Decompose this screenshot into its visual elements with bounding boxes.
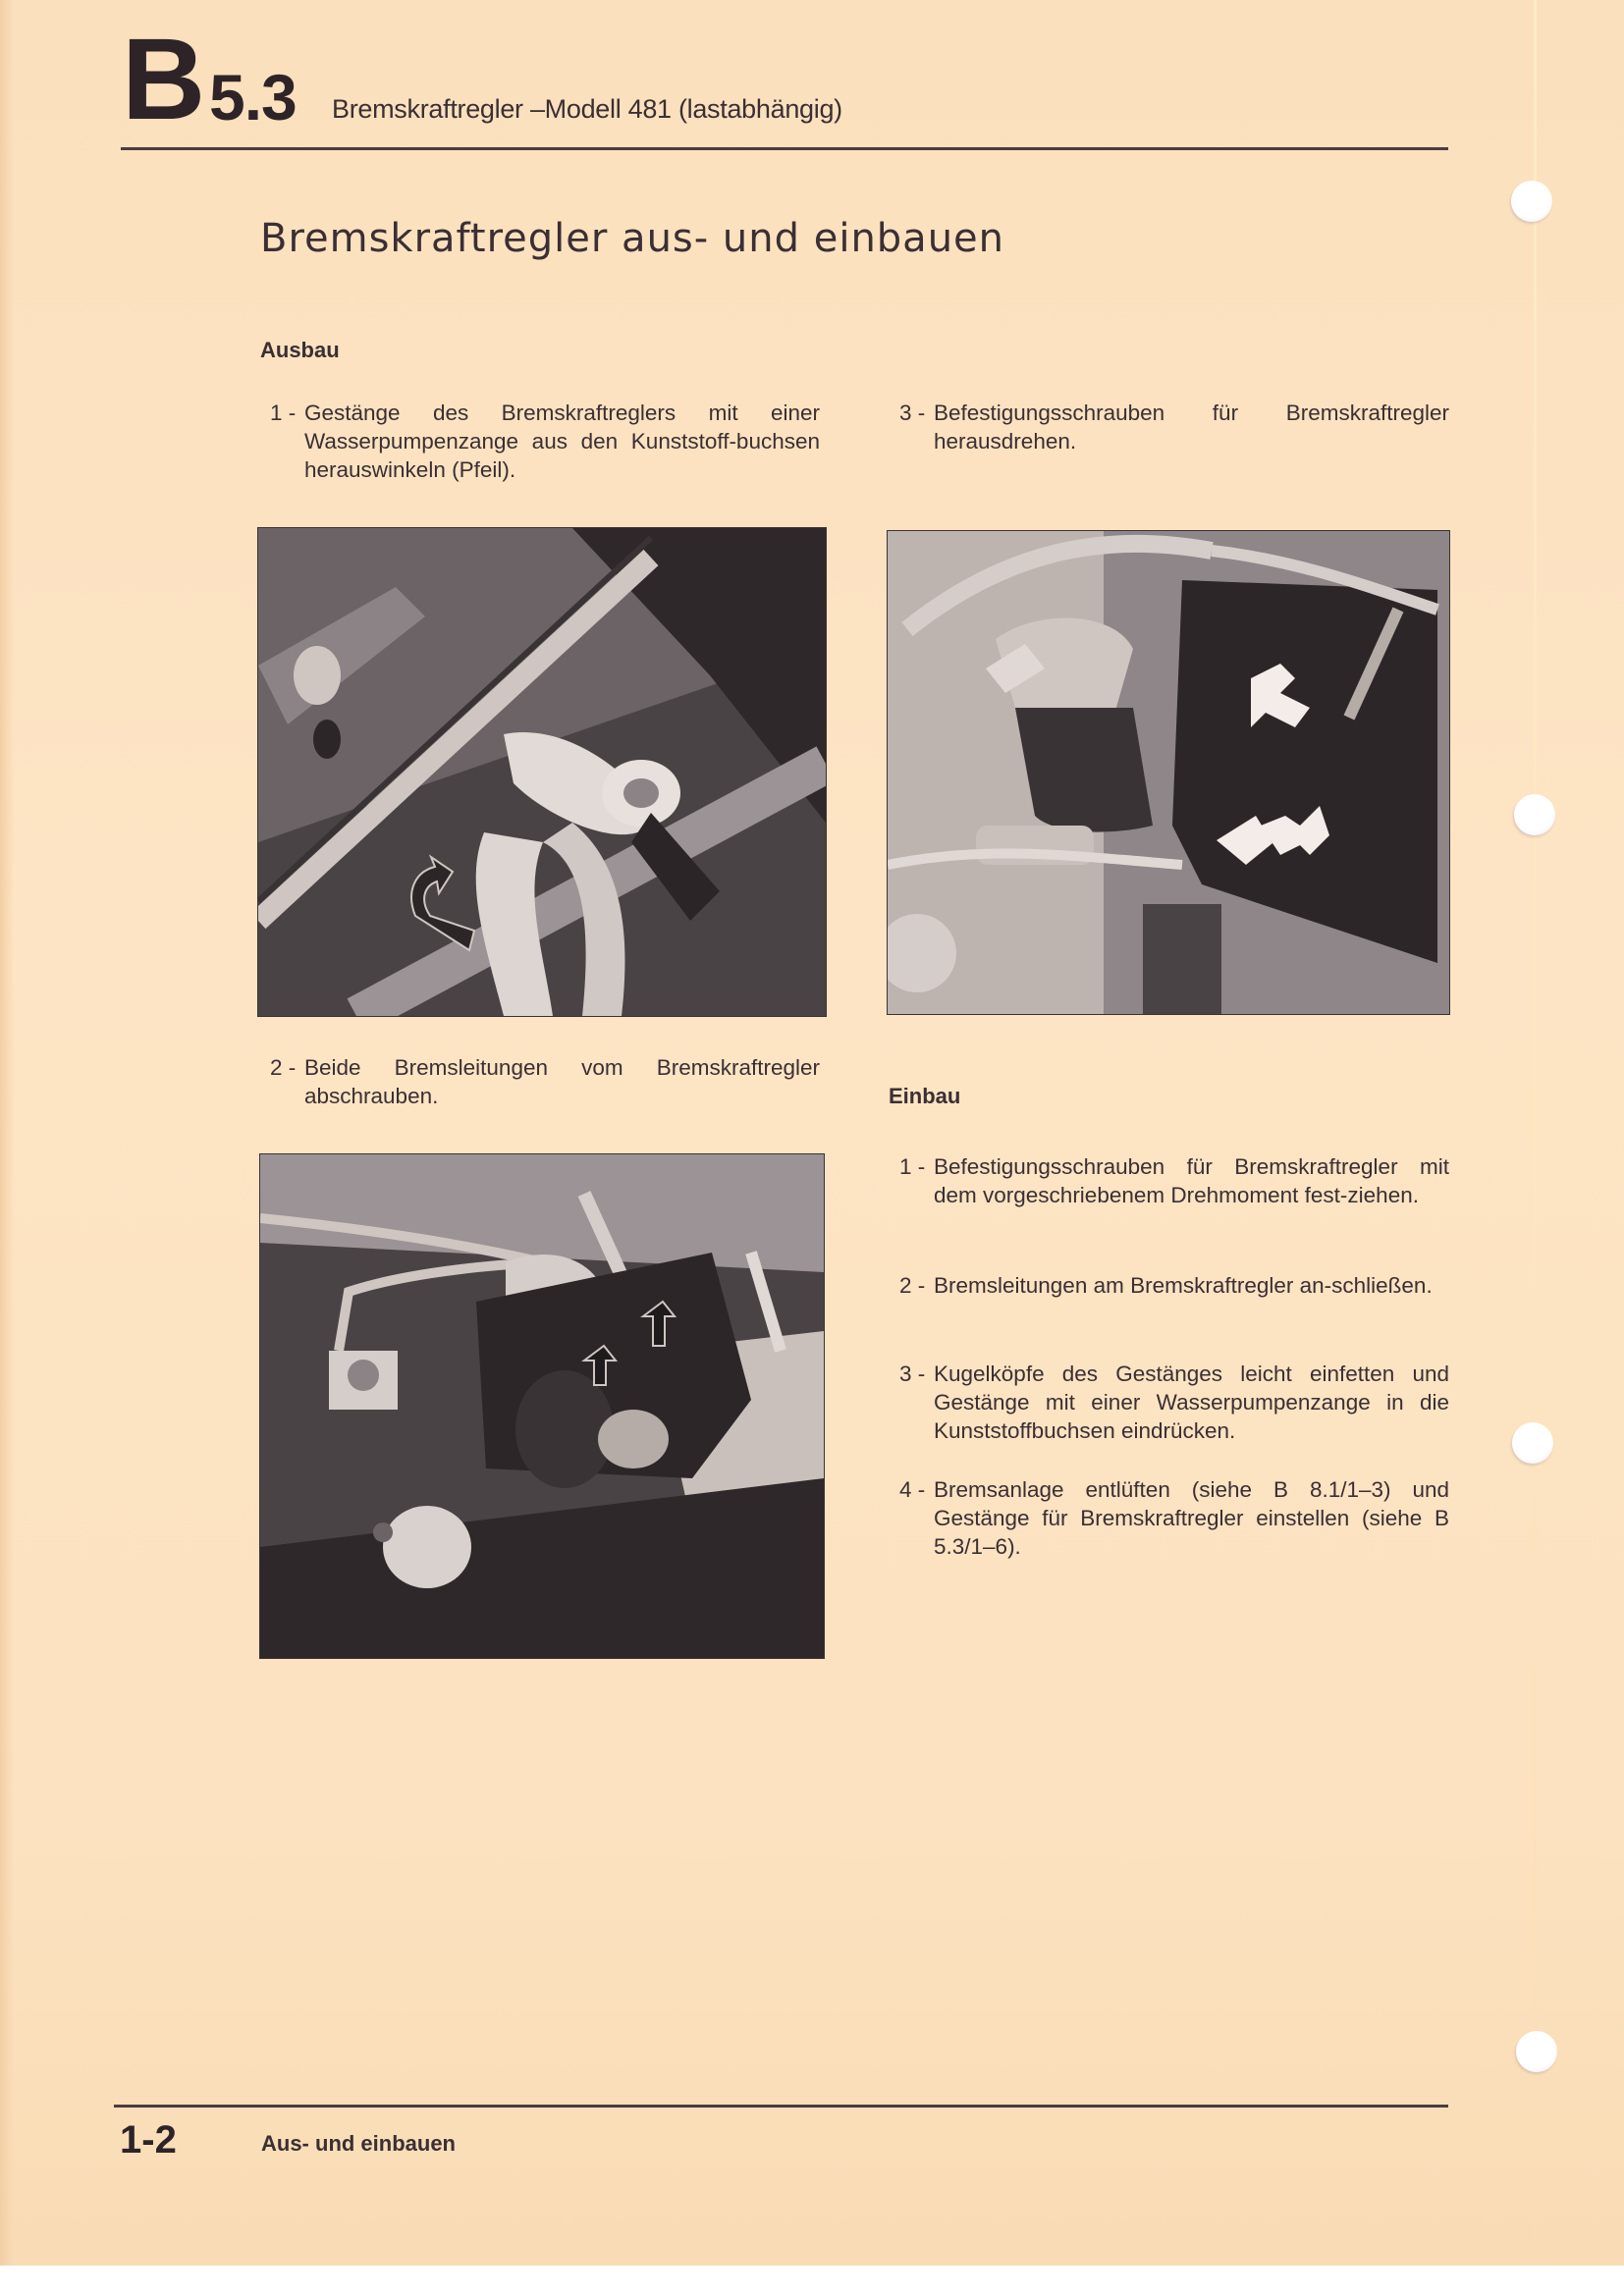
photo-mounting-bolts: [887, 530, 1450, 1015]
einbau-step-4: [899, 1475, 1449, 1561]
footer-label: Aus- und einbauen: [261, 2131, 456, 2156]
section-number: 5.3: [209, 61, 297, 133]
photo-pliers-linkage: [257, 527, 827, 1017]
step-text: Befestigungsschrauben für Bremskraftregler herausdrehen.: [934, 400, 1449, 454]
punch-hole: [1516, 2031, 1557, 2072]
einbau-heading: Einbau: [889, 1084, 961, 1108]
step-number: 1 -: [270, 400, 297, 425]
einbau-step-1: [899, 1152, 1449, 1209]
step-number: 2 -: [270, 1055, 297, 1080]
step-text: Gestänge des Bremskraftreglers mit einer Wasserpumpenzange aus den Kunststoff-buchsen herauswinkeln (Pfeil).: [304, 400, 820, 482]
ausbau-heading: Ausbau: [260, 338, 340, 362]
ausbau-step-2: [270, 1053, 820, 1110]
step-text: Beide Bremsleitungen vom Bremskraftregler abschrauben.: [304, 1055, 820, 1108]
ausbau-step-1: [270, 399, 820, 484]
punch-hole: [1512, 1422, 1553, 1464]
page-fold-line: [1534, 0, 1537, 2266]
section-title: Bremskraftregler –Modell 481 (lastabhängig): [332, 94, 842, 124]
step-text: Befestigungsschrauben für Bremskraftregler mit dem vorgeschriebenem Drehmoment fest-ziehen.: [934, 1154, 1449, 1207]
step-number: 4 -: [899, 1477, 926, 1502]
punch-hole: [1514, 794, 1555, 835]
step-number: 3 -: [899, 400, 926, 425]
chapter-letter: B: [122, 15, 204, 144]
einbau-step-3: [899, 1360, 1449, 1445]
header-rule: [121, 147, 1448, 150]
page-title: Bremskraftregler aus- und einbauen: [260, 216, 1005, 261]
footer-rule: [114, 2105, 1448, 2108]
punch-hole: [1511, 181, 1552, 222]
page-number: 1-2: [120, 2118, 177, 2162]
photo-brake-lines: [259, 1153, 825, 1659]
step-text: Bremsanlage entlüften (siehe B 8.1/1–3) und Gestänge für Bremskraftregler einstellen (siehe B 5.3/1–6).: [934, 1477, 1449, 1559]
step-number: 3 -: [899, 1362, 926, 1386]
step-number: 1 -: [899, 1154, 926, 1179]
einbau-step-2: [899, 1271, 1449, 1300]
ausbau-step-3: [899, 399, 1449, 455]
step-text: Bremsleitungen am Bremskraftregler an-schließen.: [934, 1273, 1433, 1298]
step-number: 2 -: [899, 1273, 926, 1298]
step-text: Kugelköpfe des Gestänges leicht einfetten und Gestänge mit einer Wasserpumpenzange in die Kunststoffbuchsen eindrücken.: [934, 1362, 1449, 1443]
